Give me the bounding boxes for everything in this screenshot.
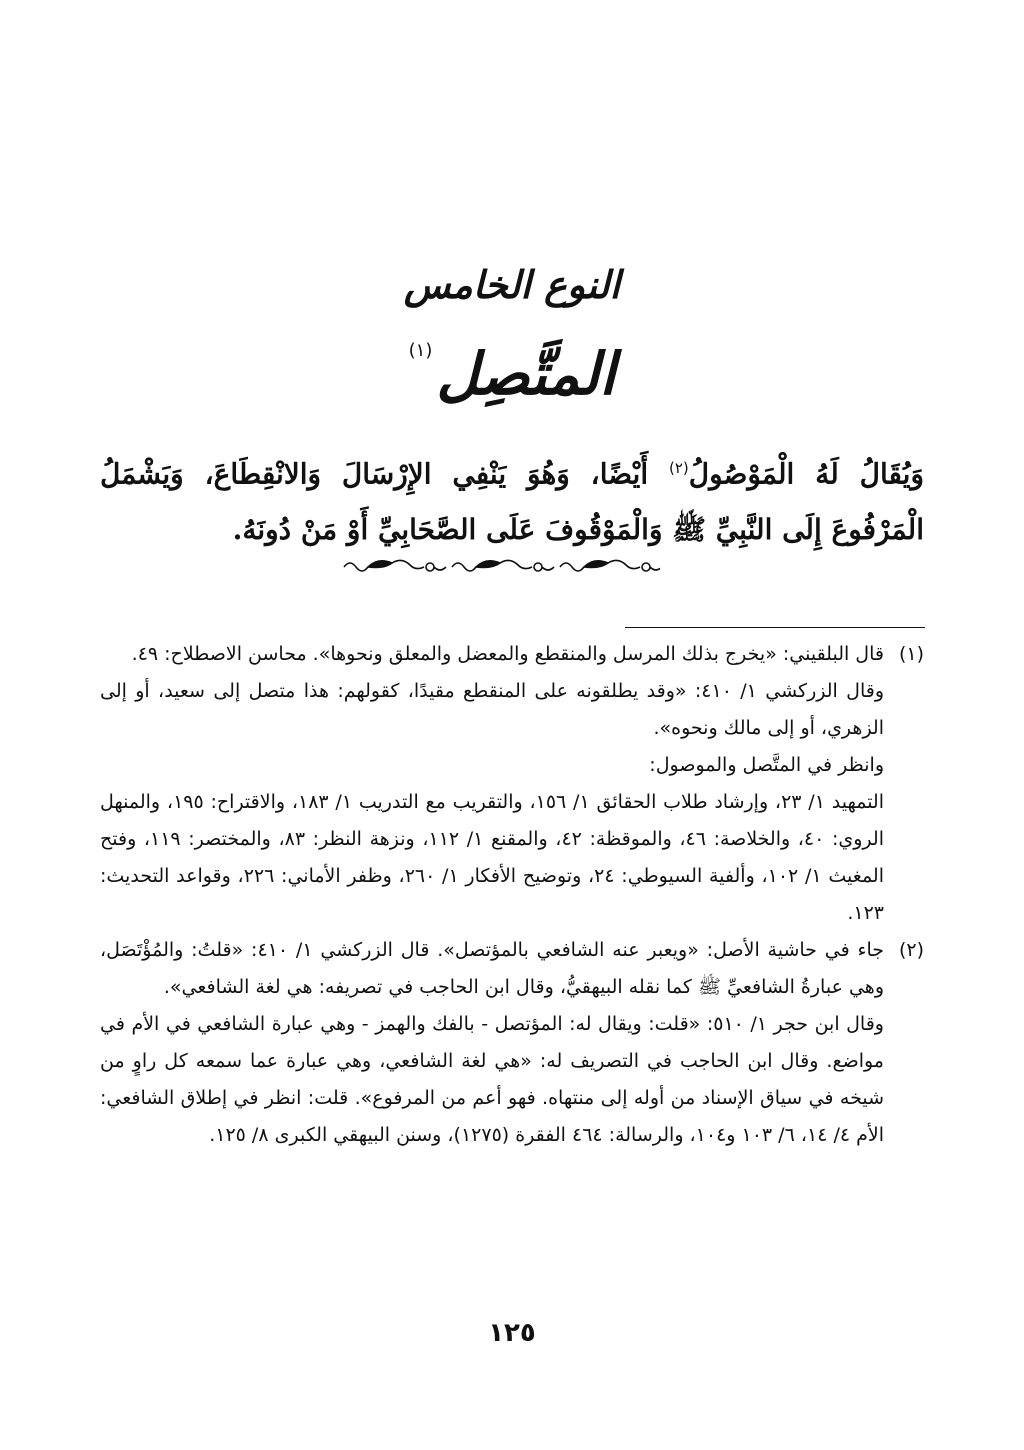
chapter-title-block	[0, 340, 1024, 408]
footnotes	[100, 636, 924, 1154]
footnote-separator	[625, 627, 925, 628]
footnote-2	[100, 932, 924, 1154]
footnote-ref-1[interactable]: (١)	[408, 340, 433, 361]
floral-divider-icon	[340, 552, 660, 582]
chapter-title: المتَّصِل	[436, 340, 616, 408]
footnote-paragraph: التمهيد ١/ ٢٣، وإرشاد طلاب الحقائق ١/ ١٥٦، والتقريب مع التدريب ١/ ١٨٣، والاقتراح: ١٩٥، والمنهل الروي: ٤٠، والخلاصة: ٤٦، والموقظة: ٤٢، والمقنع ١/ ١١٢، ونزهة النظر: ٨٣، والمختصر: ١١٩، وفتح المغيث ١/ ١٠٢، وألفية السيوطي: ٢٤، وتوضيح الأفكار ١/ ٢٦٠، وظفر الأماني: ٢٢٦، وقواعد التحديث: ١٢٣.	[100, 791, 884, 924]
footnote-number: (٢)	[898, 939, 924, 961]
ornament-segment	[452, 560, 554, 571]
ornament-segment	[344, 560, 446, 571]
page-number: ١٢٥	[488, 1318, 536, 1348]
chapter-kicker: النوع الخامس	[403, 262, 621, 307]
footnote-paragraph: وقال الزركشي ١/ ٤١٠: «وقد يطلقونه على المنقطع مقيدًا، كقولهم: هذا متصل إلى سعيد، أو إلى الزهري، أو إلى مالك ونحوه».	[100, 680, 884, 739]
footnote-paragraph: وقال ابن حجر ١/ ٥١٠: «قلت: ويقال له: المؤتصل - بالفك والهمز - وهي عبارة الشافعي في الأم في مواضع. وقال ابن الحاجب في التصريف له: «هي لغة الشافعي، وهي عبارة عما سمعه كل راوٍ من شيخه في سياق الإسناد من أوله إلى منتهاه. فهو أعم من المرفوع». قلت: انظر في إطلاق الشافعي: الأم ٤/ ١٤، ٦/ ١٠٣ و١٠٤، والرسالة: ٤٦٤ الفقرة (١٢٧٥)، وسنن البيهقي الكبرى ٨/ ١٢٥.	[100, 1013, 884, 1146]
footnote-ref-2[interactable]: (٢)	[669, 459, 689, 477]
main-text-part-2: أَيْضًا، وَهُوَ يَنْفِي الإِرْسَالَ وَالانْقِطَاعَ، وَيَشْمَلُ الْمَرْفُوعَ إِلَى النَّبِيِّ ﷺ وَالْمَوْقُوفَ عَلَى الصَّحَابِيِّ أَوْ مَنْ دُونَهُ.	[100, 457, 924, 547]
footnote-paragraph: قال البلقيني: «يخرج بذلك المرسل والمنقطع والمعضل والمعلق ونحوها». محاسن الاصطلاح: ٤٩.	[131, 643, 884, 665]
footnote-paragraph: وانظر في المتَّصل والموصول:	[649, 754, 884, 776]
footnote-number: (١)	[898, 643, 924, 665]
footnote-paragraph: جاء في حاشية الأصل: «ويعبر عنه الشافعي بالمؤتصل». قال الزركشي ١/ ٤١٠: «قلتُ: والمُؤْتَصَل، وهي عبارةُ الشافعيِّ ﷺ كما نقله البيهقيُّ، وقال ابن الحاجب في تصريفه: هي لغة الشافعي».	[100, 939, 884, 998]
main-text	[100, 440, 924, 558]
main-text-part-1: وَيُقَالُ لَهُ الْمَوْصُولُ	[688, 457, 924, 491]
footnote-1	[100, 636, 924, 932]
ornament-segment	[560, 560, 660, 571]
